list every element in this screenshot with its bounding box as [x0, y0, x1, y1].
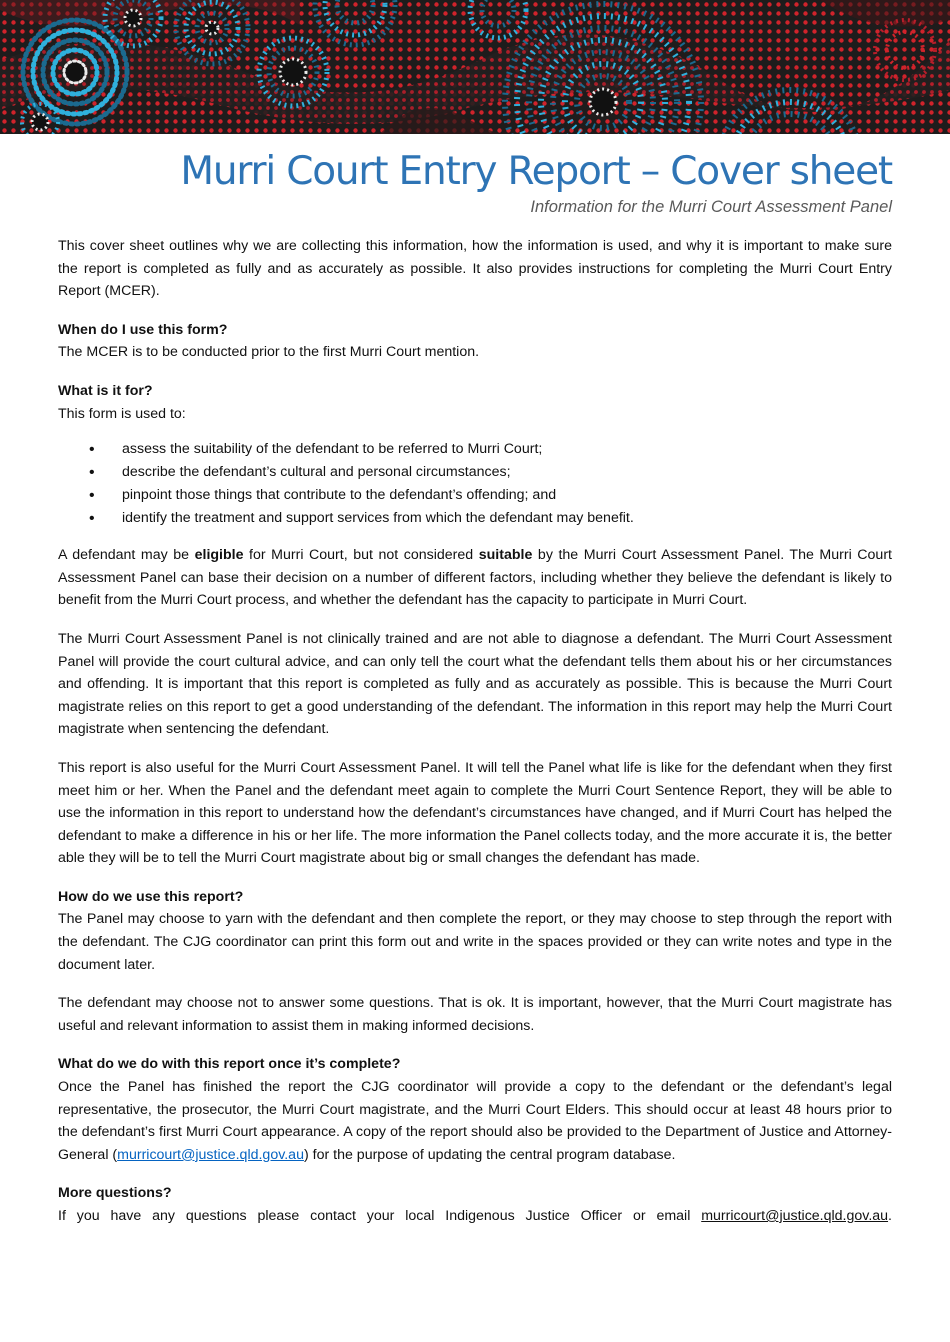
section-heading-after: What do we do with this report once it’s complete?	[58, 1056, 401, 1073]
section-heading-how: How do we use this report?	[58, 888, 244, 905]
intro-paragraph: This cover sheet outlines why we are collecting this information, how the information is used, and why it is important to make sure the report is completed as fully and as accurately as possible. It also provides instructions for completing the Murri Court Entry Report (MCER).	[58, 238, 892, 300]
section-more	[58, 1182, 892, 1227]
list-item: • describe the defendant’s cultural and personal circumstances;	[108, 461, 892, 484]
purpose-list	[58, 438, 892, 530]
eligibility-paragraph: A defendant may be eligible for Murri Court, but not considered suitable by the Murri Court Assessment Panel. The Murri Court Assessment Panel can base their decision on a number of different factors, including whether they believe the defendant is likely to benefit from the Murri Court process, and whether the defendant has the capacity to participate in Murri Court.	[58, 547, 892, 609]
section-heading-what: What is it for?	[58, 382, 153, 399]
section-after	[58, 1053, 892, 1166]
document-body	[0, 218, 950, 1228]
section-heading-more: More questions?	[58, 1185, 172, 1202]
section-text-after: Once the Panel has finished the report the CJG coordinator will provide a copy to the defendant or the defendant’s legal representative, the prosecutor, the Murri Court magistrate, and the Murri Court Elders. This should occur at least 48 hours prior to the defendant’s first Murri Court appearance. A copy of the report should also be provided to the Department of Justice and Attorney-General (murricourt@justice.qld.gov.au) for the purpose of updating the central program database.	[58, 1079, 892, 1163]
list-item: • identify the treatment and support services from which the defendant may benefit.	[108, 507, 892, 530]
list-item: • pinpoint those things that contribute to the defendant’s offending; and	[108, 484, 892, 507]
page-title: Murri Court Entry Report – Cover sheet	[180, 149, 892, 194]
email-link[interactable]: murricourt@justice.qld.gov.au	[117, 1146, 304, 1163]
section-text-what: This form is used to:	[58, 405, 186, 422]
page-subtitle: Information for the Murri Court Assessment Panel	[530, 198, 892, 216]
list-item: • assess the suitability of the defendant to be referred to Murri Court;	[108, 438, 892, 461]
section-what	[58, 380, 892, 530]
section-text-how-2: The defendant may choose not to answer some questions. That is ok. It is important, however, that the Murri Court magistrate has useful and relevant information to assist them in making informed decisions.	[58, 995, 892, 1034]
section-when	[58, 319, 892, 364]
panel-paragraph: The Murri Court Assessment Panel is not clinically trained and are not able to diagnose a defendant. The Murri Court Assessment Panel will provide the court cultural advice, and can only tell the court what the defendant tells them about his or her circumstances and offending. It is important that this report is completed as fully and as accurately as possible. This is because the Murri Court magistrate relies on this report to get a good understanding of the defendant. The information in this report may help the Murri Court magistrate when sentencing the defendant.	[58, 630, 892, 738]
contact-email: murricourt@justice.qld.gov.au	[701, 1208, 889, 1224]
section-text-how: The Panel may choose to yarn with the defendant and then complete the report, or they may choose to step through the report with the defendant. The CJG coordinator can print this form out and write in the spaces provided or they can write notes and type in the document later.	[58, 911, 892, 973]
section-how	[58, 886, 892, 1038]
section-heading-when: When do I use this form?	[58, 321, 228, 338]
useful-paragraph: This report is also useful for the Murri Court Assessment Panel. It will tell the Panel what life is like for the defendant when they first meet him or her. When the Panel and the defendant meet again to complete the Murri Court Sentence Report, they will be able to use the information in this report to understand how the defendant’s circumstances have changed, and if Murri Court has helped the defendant to make a difference in his or her life. The more information the Panel collects today, and the more accurate it is, the better able they will be to tell the Murri Court magistrate about big or small changes the defendant has made.	[58, 759, 892, 867]
header-banner-artwork	[0, 0, 950, 134]
section-text-when: The MCER is to be conducted prior to the first Murri Court mention.	[58, 344, 480, 361]
suitable-term: suitable	[478, 547, 533, 564]
section-text-more: If you have any questions please contact your local Indigenous Justice Officer or email murricourt@justice.qld.gov.au.	[58, 1208, 892, 1224]
eligible-term: eligible	[194, 547, 244, 564]
